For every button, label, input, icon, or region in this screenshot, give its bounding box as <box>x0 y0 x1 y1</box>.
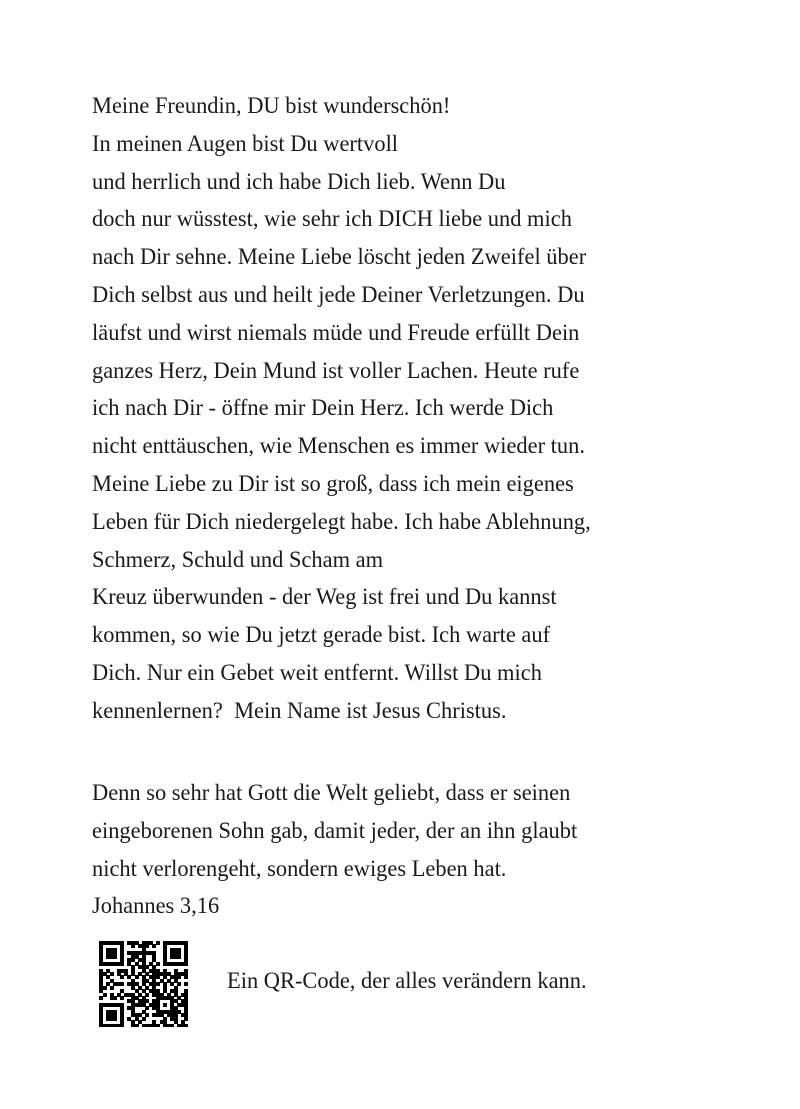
verse-line: nicht verlorengeht, sondern ewiges Leben hat. <box>92 855 507 882</box>
letter-line: kommen, so wie Du jetzt gerade bist. Ich warte auf <box>92 622 551 649</box>
letter-line: In meinen Augen bist Du wertvoll <box>92 130 399 157</box>
letter-line: Meine Freundin, DU bist wunderschön! <box>92 93 451 119</box>
letter-line: Dich selbst aus und heilt jede Deiner Verletzungen. Du <box>92 281 585 308</box>
verse-reference: Johannes 3,16 <box>92 893 220 920</box>
letter-line: Schmerz, Schuld und Scham am <box>92 546 384 573</box>
letter-line: Meine Liebe zu Dir ist so groß, dass ich mein eigenes <box>92 470 574 497</box>
letter-line: ich nach Dir - öffne mir Dein Herz. Ich werde Dich <box>92 395 554 422</box>
qr-code-icon[interactable] <box>99 941 188 1027</box>
letter-line: und herrlich und ich habe Dich lieb. Wenn Du <box>92 168 506 195</box>
letter-line: ganzes Herz, Dein Mund ist voller Lachen. Heute rufe <box>92 357 580 384</box>
verse-line: Denn so sehr hat Gott die Welt geliebt, dass er seinen <box>92 780 571 806</box>
bible-verse-paragraph <box>92 775 717 926</box>
verse-line: eingeborenen Sohn gab, damit jeder, der an ihn glaubt <box>92 817 578 844</box>
letter-line: nach Dir sehne. Meine Liebe löscht jeden Zweifel über <box>92 244 587 271</box>
letter-line: doch nur wüsstest, wie sehr ich DICH liebe und mich <box>92 206 572 233</box>
letter-paragraph <box>92 88 717 731</box>
letter-line: Dich. Nur ein Gebet weit entfernt. Willst Du mich <box>92 659 542 686</box>
letter-line: nicht enttäuschen, wie Menschen es immer wieder tun. <box>92 433 585 460</box>
letter-line: Leben für Dich niedergelegt habe. Ich habe Ablehnung, <box>92 508 591 535</box>
letter-line: läufst und wirst niemals müde und Freude erfüllt Dein <box>92 319 580 346</box>
qr-section <box>92 938 717 1038</box>
qr-caption: Ein QR-Code, der alles verändern kann. <box>227 968 587 994</box>
letter-line: Kreuz überwunden - der Weg ist frei und Du kannst <box>92 584 557 611</box>
letter-line: kennenlernen? Mein Name ist Jesus Christus. <box>92 697 507 724</box>
